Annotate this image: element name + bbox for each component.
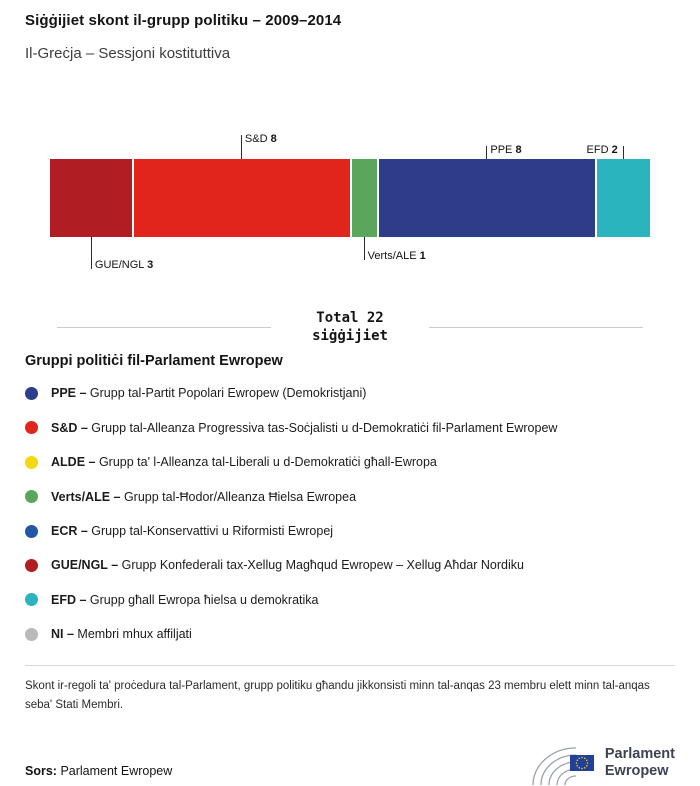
total-rule-left [57, 327, 271, 328]
bar-segment-efd [595, 159, 650, 237]
legend-label: GUE/NGL – Grupp Konfederali tax-Xellug Magħqud Ewropew – Xellug Aħdar Nordiku [51, 558, 524, 573]
ep-logo [530, 740, 675, 786]
legend-item-gue-ngl [25, 558, 675, 572]
bar-label-text: Verts/ALE 1 [367, 250, 426, 262]
legend-label: S&D – Grupp tal-Alleanza Progressiva tas-Soċjalisti u d-Demokratiċi fil-Parlament Ewropew [51, 420, 558, 435]
legend-heading: Gruppi politiċi fil-Parlament Ewropew [25, 353, 283, 370]
bar-label-text: PPE 8 [490, 144, 522, 156]
legend-dot [25, 628, 38, 641]
legend-dot [25, 387, 38, 400]
bar-label-text: S&D 8 [244, 133, 277, 145]
bar-label-text: GUE/NGL 3 [94, 259, 154, 271]
legend-item-ni [25, 627, 675, 641]
legend-item-alde [25, 455, 675, 469]
ep-logo-line2: Ewropew [604, 763, 669, 780]
total-line2: siġġijiet [312, 328, 388, 345]
legend-item-verts-ale [25, 490, 675, 504]
source-line [25, 764, 172, 778]
footer-divider [25, 665, 675, 666]
ep-hemicycle-icon [530, 740, 596, 786]
ep-logo-text [605, 746, 675, 779]
bar-label-text: EFD 2 [586, 144, 618, 156]
bar-segment-gue-ngl [50, 159, 132, 237]
legend-item-efd [25, 593, 675, 607]
seats-bar-chart [50, 125, 650, 295]
total-rule-right [429, 327, 643, 328]
legend-label: ECR – Grupp tal-Konservattivi u Riformisti Ewropej [51, 523, 334, 538]
legend-dot [25, 593, 38, 606]
footnote: Skont ir-regoli ta' proċedura tal-Parlament, grupp politiku għandu jikkonsisti minn tal-anqas 23 membru elett minn tal-anqas seba' Stati Membri. [25, 680, 650, 711]
legend-dot [25, 421, 38, 434]
page-title: Siġġijiet skont il-grupp politiku – 2009–2014 [25, 12, 342, 29]
legend-label: EFD – Grupp għall Ewropa ħielsa u demokratika [51, 592, 319, 607]
ep-logo-line1: Parlament [604, 746, 675, 763]
legend-item-ecr [25, 524, 675, 538]
legend-list [25, 386, 675, 641]
hemicycle-arcs [533, 748, 576, 785]
legend-dot [25, 525, 38, 538]
legend-label: Verts/ALE – Grupp tal-Ħodor/Alleanza Ħielsa Ewropea [51, 489, 357, 504]
total-row [57, 309, 643, 345]
bar-segment-verts-ale [350, 159, 377, 237]
legend-label: PPE – Grupp tal-Partit Popolari Ewropew (Demokristjani) [51, 386, 367, 401]
legend-dot [25, 490, 38, 503]
source-label: Sors: [25, 764, 57, 779]
bar-segment-ppe [377, 159, 595, 237]
legend-item-ppe [25, 386, 675, 400]
page-subtitle: Il-Greċja – Sessjoni kostituttiva [25, 45, 231, 62]
legend-item-s-d [25, 421, 675, 435]
legend-label: ALDE – Grupp ta' l-Alleanza tal-Liberali u d-Demokratiċi għall-Ewropa [51, 455, 437, 470]
total-seats-label [271, 309, 429, 345]
legend-dot [25, 559, 38, 572]
bottom-row [25, 740, 675, 786]
bar-segment-s-d [132, 159, 350, 237]
legend-dot [25, 456, 38, 469]
source-text: Parlament Ewropew [60, 764, 173, 779]
stacked-bar [50, 159, 650, 237]
legend-label: NI – Membri mhux affiljati [51, 627, 192, 641]
total-line1: Total 22 [316, 310, 384, 326]
